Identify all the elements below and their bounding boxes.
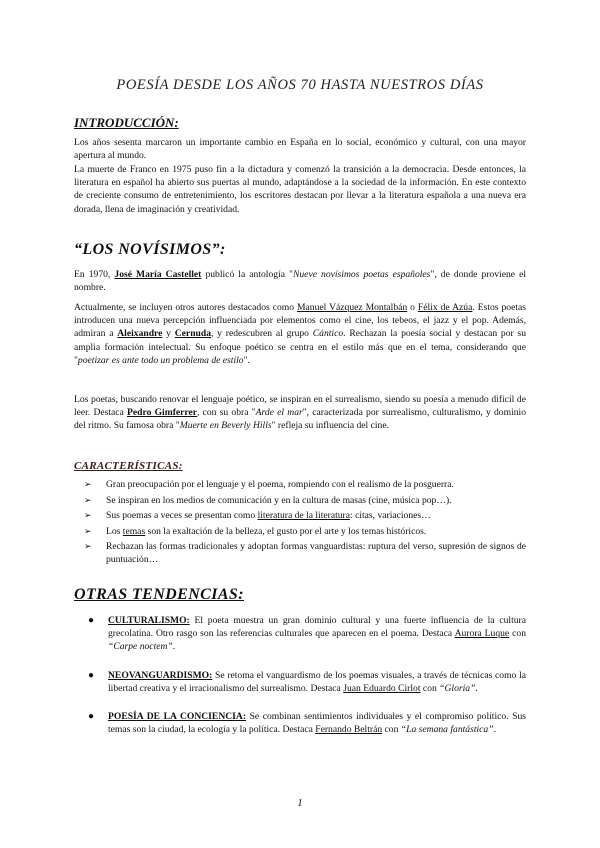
heading-novisimos [74, 241, 226, 259]
group-cantico: Cántico [312, 328, 344, 340]
tendencia-conciencia [74, 710, 526, 736]
term-temas: temas [122, 525, 146, 537]
text-span: Los poetas, buscando renovar el lenguaje poético, se inspiran en el surrealismo, siendo su poesía a menudo difícil de leer. Destaca [74, 394, 526, 419]
list-item [74, 494, 526, 507]
intro-paragraph-2-text: La muerte de Franco en 1975 puso fin a la dictadura y comenzó la transición a la democracia. Desde entonces, la literatura en español ha abierto sus puertas al mundo, adaptándose a la sociedad de la información. En este contexto de creciente consumo de entretenimiento, los escritores destacan por llevar a la literatura española a una nueva era dorada, llena de imaginación y creatividad. [74, 164, 526, 215]
text-span: . [172, 641, 176, 653]
text-span: , con su obra " [197, 407, 256, 419]
text-span: . Estos poetas introducen una nueva percepción influenciada por elementos como el cine, los tebeos, el jazz y el pop. Además, admiran a [74, 302, 526, 340]
heading-caracteristicas: CARACTERÍSTICAS: [74, 460, 183, 472]
intro-paragraph-2 [74, 163, 526, 216]
dot-bullet-icon: ● [88, 615, 95, 626]
arrow-bullet-icon: ➢ [84, 525, 92, 536]
intro-paragraph-1-text: Los años sesenta marcaron un importante cambio en España en lo social, económico y cultural, con una mayor apertura al mundo. [74, 137, 526, 162]
list-item [74, 478, 526, 491]
author-aurora-luque: Aurora Luque [454, 628, 510, 640]
list-item-text: Gran preocupación por el lenguaje y el poema, rompiendo con el realismo de la posguerra. [106, 479, 454, 490]
novisimos-paragraph-2 [74, 301, 526, 367]
page-number: 1 [297, 797, 303, 809]
text-span: con [420, 682, 440, 694]
work-muerte-beverly-hills: Muerte en Beverly Hills [179, 420, 272, 432]
text-span: y [162, 328, 175, 340]
text-span: Actualmente, se incluyen otros autores destacados como [74, 302, 297, 313]
tendencia-neovanguardismo [74, 669, 526, 695]
novisimos-paragraph-1 [74, 268, 526, 294]
work-semana-fantastica: “La semana fantástica” [400, 724, 494, 736]
text-span: , y redescubren al grupo [211, 328, 313, 340]
author-cernuda: Cernuda [174, 328, 211, 340]
list-item-text: Sus poemas a veces se presentan como [106, 510, 258, 522]
list-item-text: son la exaltación de la belleza, el gusto por el arte y los temas históricos. [145, 525, 427, 537]
work-gloria: “Gloria” [439, 682, 476, 694]
list-item-text: Los [106, 525, 123, 537]
dot-bullet-icon: ● [88, 669, 95, 681]
list-item-text: : citas, variaciones… [350, 510, 431, 522]
dot-bullet-icon: ● [88, 711, 95, 723]
document-title: POESÍA DESDE LOS AÑOS 70 HASTA NUESTROS DÍAS [116, 77, 484, 93]
author-gimferrer: Pedro Gimferrer [127, 407, 198, 419]
text-span: " refleja su influencia del cine. [271, 420, 389, 432]
arrow-bullet-icon: ➢ [84, 479, 92, 489]
text-span: ", caracterizada por surrealismo, culturalismo, y dominio del ritmo. Su famosa obra " [74, 407, 526, 432]
author-beltran: Fernando Beltrán [315, 724, 383, 736]
caracteristicas-list [74, 478, 526, 569]
text-span: Se combinan sentimientos individuales y el compromiso político. Sus temas son la ciudad, la ecología y la política. Destaca [108, 711, 527, 736]
heading-introduccion: INTRODUCCIÓN: [74, 115, 179, 130]
list-item-text: Se inspiran en los medios de comunicación y en la cultura de masas (cine, música pop…). [106, 494, 452, 506]
work-carpe-noctem: “Carpe noctem” [108, 641, 173, 653]
text-span: Se retoma el vanguardismo de los poemas visuales, a través de técnicas como la libertad creativa y el irracionalismo del surrealismo. Destaca [108, 669, 526, 694]
heading-otras-tendencias-text: OTRAS TENDENCIAS: [74, 586, 244, 603]
text-span: El poeta muestra un gran dominio cultural y una fuerte influencia de la cultura grecolatina. Otro rasgo son las referencias culturales que aparecen en el poema. Destaca [108, 615, 526, 640]
arrow-bullet-icon: ➢ [84, 541, 92, 552]
arrow-bullet-icon: ➢ [84, 494, 92, 505]
author-cirlot: Juan Eduardo Cirlot [343, 682, 421, 694]
text-span: con [382, 724, 401, 736]
intro-paragraph-1 [74, 136, 526, 162]
list-item [74, 509, 526, 522]
list-item [74, 525, 526, 538]
text-span: o [407, 302, 418, 313]
list-item [74, 540, 526, 566]
text-span: con [509, 628, 526, 640]
label-conciencia: POESÍA DE LA CONCIENCIA: [108, 711, 247, 723]
heading-novisimos-text: “LOS NOVÍSIMOS”: [74, 241, 226, 258]
heading-otras-tendencias [74, 586, 244, 604]
author-montalban: Manuel Vázquez Montalbán [296, 302, 408, 313]
work-arde-el-mar: Arde el mar [255, 407, 303, 419]
novisimos-paragraph-3 [74, 393, 526, 433]
text-span: . [475, 682, 478, 694]
tendencia-culturalismo [74, 614, 526, 654]
author-aleixandre: Aleixandre [117, 328, 163, 340]
author-castellet: José María Castellet [114, 269, 202, 280]
work-nueve-novisimos: Nueve novísimos poetas españoles [292, 269, 431, 280]
text-span: . [493, 724, 496, 736]
author-azua: Félix de Azúa [417, 302, 473, 313]
text-span: ". [243, 354, 250, 366]
quote-estilo: poetizar es ante todo un problema de estilo [77, 354, 244, 366]
text-span: En 1970, [74, 269, 115, 280]
text-span: publicó la antología " [201, 269, 293, 280]
arrow-bullet-icon: ➢ [84, 510, 92, 521]
term-literatura-de-la-literatura: literatura de la literatura [257, 510, 351, 522]
label-culturalismo: CULTURALISMO: [108, 615, 190, 626]
list-item-text: Rechazan las formas tradicionales y adoptan formas vanguardistas: ruptura del verso, supresión de signos de puntuación… [106, 541, 526, 566]
label-neovanguardismo: NEOVANGUARDISMO: [108, 669, 213, 681]
tendencias-list [74, 614, 526, 751]
text-span: . Rechazan la poesía social y destacan por su amplia formación intelectual. Su enfoque poético se centra en el estilo más que en el tema, considerando que " [74, 328, 526, 366]
text-span: ", de donde proviene el nombre. [74, 269, 526, 294]
